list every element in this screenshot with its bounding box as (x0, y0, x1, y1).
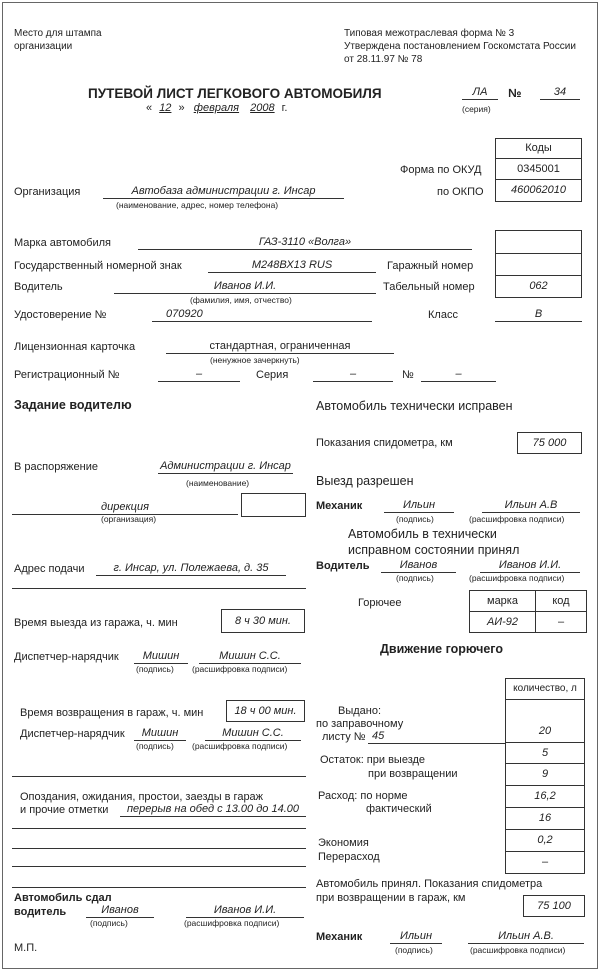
date-day: 12 (159, 102, 172, 114)
reg-no-value: – (421, 368, 496, 382)
class-label: Класс (428, 309, 458, 321)
dispatcher2-sign-caption: (подпись) (136, 741, 174, 751)
dispatcher-name: Мишин С.С. (199, 650, 301, 664)
stamp-mark: М.П. (14, 942, 38, 954)
series-value: ЛА (462, 86, 498, 100)
date-year-suffix: г. (281, 102, 288, 114)
document-date (146, 102, 287, 114)
handover-driver-label: водитель (14, 906, 67, 918)
document-title: ПУТЕВОЙ ЛИСТ ЛЕГКОВОГО АВТОМОБИЛЯ (88, 86, 382, 101)
delays-label-1: Опоздания, ожидания, простои, заезды в гараж (20, 791, 264, 803)
dispatcher-decode-caption: (расшифровка подписи) (192, 664, 288, 674)
odometer-value: 75 000 (517, 432, 582, 454)
stamp-line-1: Место для штампа (14, 28, 102, 39)
driver-value: Иванов И.И. (114, 280, 376, 294)
task-heading: Задание водителю (14, 398, 132, 412)
registration-label: Регистрационный № (14, 369, 120, 381)
mechanic-name: Ильин А.В (482, 499, 580, 513)
number-label: № (508, 86, 522, 100)
return-accepted-line-1: Автомобиль принял. Показания спидометра (316, 878, 543, 890)
accepted-line-1: Автомобиль в технически (348, 527, 497, 541)
okpo-value: 460062010 (495, 179, 582, 202)
issued-label-2: по заправочному (316, 718, 404, 730)
delays-label-2: и прочие отметки (20, 804, 109, 816)
class-value: В (495, 308, 582, 322)
blank-line-4 (12, 866, 306, 867)
fuel-economy-value: 0,2 (505, 829, 585, 852)
handover-signature: Иванов (86, 904, 154, 918)
personnel-number-label: Табельный номер (383, 281, 475, 293)
empty-code-box (495, 230, 582, 254)
license-value (152, 308, 372, 322)
organization-unit-value: дирекция (12, 501, 238, 515)
fuel-code-value: – (535, 611, 587, 633)
fuel-movement-heading: Движение горючего (380, 642, 503, 656)
return-odometer-value: 75 100 (523, 895, 585, 917)
number-value: 34 (540, 86, 580, 100)
mechanic-label: Механик (316, 500, 363, 512)
driver-label: Водитель (14, 281, 63, 293)
make-label: Марка автомобиля (14, 237, 112, 249)
stamp-place-note (14, 27, 102, 53)
plate-value: М248ВХ13 RUS (208, 259, 376, 273)
return-mechanic-sign-caption: (подпись) (395, 945, 433, 955)
okud-label: Форма по ОКУД (400, 164, 482, 176)
departure-time-label: Время выезда из гаража, ч. мин (14, 617, 178, 629)
inspection-driver-sign-caption: (подпись) (396, 573, 434, 583)
date-year: 2008 (250, 102, 275, 114)
mechanic-sign-caption: (подпись) (396, 514, 434, 524)
handover-decode-caption: (расшифровка подписи) (184, 918, 280, 928)
issued-label-3: листу № (322, 731, 366, 743)
fuel-code-header: код (535, 590, 587, 612)
economy-label: Экономия (318, 837, 369, 849)
address-line-2 (12, 588, 306, 589)
fuel-rest-depart-value: 5 (505, 742, 585, 764)
inspection-driver-name: Иванов И.И. (480, 559, 580, 573)
overuse-label: Перерасход (318, 851, 380, 863)
fuel-qty-header: количество, л (505, 678, 585, 700)
mechanic-signature: Ильин (384, 499, 454, 513)
date-month: февраля (193, 102, 240, 114)
garage-number-label: Гаражный номер (387, 260, 474, 272)
blank-line-5 (12, 887, 306, 888)
disposal-caption: (наименование) (186, 478, 250, 488)
mechanic-decode-caption: (расшифровка подписи) (469, 514, 565, 524)
organization-value: Автобаза администрации г. Инсар (103, 185, 344, 199)
inspection-driver-label: Водитель (316, 560, 370, 572)
organization-caption: (наименование, адрес, номер телефона) (116, 200, 279, 210)
dispatcher-signature: Мишин (134, 650, 188, 664)
garage-number-value (495, 253, 582, 276)
inspection-driver-decode-caption: (расшифровка подписи) (469, 573, 565, 583)
plate-label: Государственный номерной знак (14, 260, 182, 272)
rest-depart-label: Остаток: при выезде (320, 754, 426, 766)
fuel-sheet-number (368, 730, 505, 744)
form-approval-note (344, 27, 576, 66)
personnel-number-value: 062 (495, 275, 582, 298)
quote-close: » (178, 102, 185, 114)
departure-time-value: 8 ч 30 мин. (221, 609, 305, 633)
dispatcher2-signature: Мишин (134, 727, 186, 741)
handover-name: Иванов И.И. (186, 904, 304, 918)
make-value: ГАЗ-3110 «Волга» (138, 236, 472, 250)
quote-open: « (146, 102, 153, 114)
handover-sign-caption: (подпись) (90, 918, 128, 928)
form-note-line-2: Утверждена постановлением Госкомстата России (344, 41, 576, 52)
series-field: – (313, 368, 393, 382)
fuel-norm-value: 16,2 (505, 785, 585, 808)
reg-no-label: № (402, 369, 414, 381)
codes-header: Коды (495, 138, 582, 159)
disposal-value: Администрации г. Инсар (158, 460, 293, 474)
okpo-label: по ОКПО (437, 186, 484, 198)
consumption-norm-label: Расход: по норме (318, 790, 408, 802)
return-accepted-line-2: при возвращении в гараж, км (316, 892, 466, 904)
okud-value: 0345001 (495, 158, 582, 180)
driver-caption: (фамилия, имя, отчество) (190, 295, 292, 305)
return-mechanic-label: Механик (316, 931, 363, 943)
fuel-brand-value: АИ-92 (469, 611, 536, 633)
technical-ok-text: Автомобиль технически исправен (316, 399, 513, 413)
address-value: г. Инсар, ул. Полежаева, д. 35 (96, 562, 286, 576)
license-number: 070920 (166, 308, 203, 320)
dispatcher2-name: Мишин С.С. (205, 727, 301, 741)
odometer-label: Показания спидометра, км (316, 437, 453, 449)
license-label: Удостоверение № (14, 309, 107, 321)
dispatcher2-label: Диспетчер-нарядчик (20, 728, 125, 740)
accepted-line-2: исправном состоянии принял (348, 543, 520, 557)
fuel-issued-value: 20 (505, 699, 585, 743)
dispatcher-label: Диспетчер-нарядчик (14, 651, 119, 663)
address-label: Адрес подачи (14, 563, 85, 575)
dispatcher2-decode-caption: (расшифровка подписи) (192, 741, 288, 751)
fuel-rest-return-value: 9 (505, 763, 585, 786)
rest-return-label: при возвращении (368, 768, 458, 780)
series-label: Серия (256, 369, 289, 381)
series-caption: (серия) (462, 104, 491, 114)
sheet-number-text: 45 (372, 730, 385, 742)
inspection-driver-signature: Иванов (381, 559, 456, 573)
form-note-line-3: от 28.11.97 № 78 (344, 54, 423, 65)
blank-line-3 (12, 848, 306, 849)
form-note-line-1: Типовая межотраслевая форма № 3 (344, 28, 515, 39)
return-time-label: Время возвращения в гараж, ч. мин (20, 707, 204, 719)
handover-heading: Автомобиль сдал (14, 892, 112, 904)
return-mechanic-decode-caption: (расшифровка подписи) (470, 945, 566, 955)
license-card-caption: (ненужное зачеркнуть) (210, 355, 300, 365)
registration-value: – (158, 368, 240, 382)
return-time-value: 18 ч 00 мин. (226, 700, 305, 722)
blank-line-1 (12, 776, 306, 777)
delays-value: перерыв на обед с 13.00 до 14.00 (120, 803, 306, 817)
fuel-actual-value: 16 (505, 807, 585, 830)
fuel-brand-header: марка (469, 590, 536, 612)
fuel-label: Горючее (358, 597, 402, 609)
fuel-overuse-value: – (505, 851, 585, 874)
departure-allowed: Выезд разрешен (316, 474, 414, 488)
issued-label-1: Выдано: (338, 705, 382, 717)
organization-code-box (241, 493, 306, 517)
disposal-label: В распоряжение (14, 461, 98, 473)
stamp-line-2: организации (14, 41, 73, 52)
return-mechanic-name: Ильин А.В. (468, 930, 584, 944)
organization-label: Организация (14, 186, 81, 198)
organization-unit-caption: (организация) (101, 514, 157, 524)
blank-line-2 (12, 828, 306, 829)
license-card-value: стандартная, ограниченная (166, 340, 394, 354)
consumption-actual-label: фактический (366, 803, 432, 815)
dispatcher-sign-caption: (подпись) (136, 664, 174, 674)
license-card-label: Лицензионная карточка (14, 341, 136, 353)
return-mechanic-signature: Ильин (390, 930, 442, 944)
